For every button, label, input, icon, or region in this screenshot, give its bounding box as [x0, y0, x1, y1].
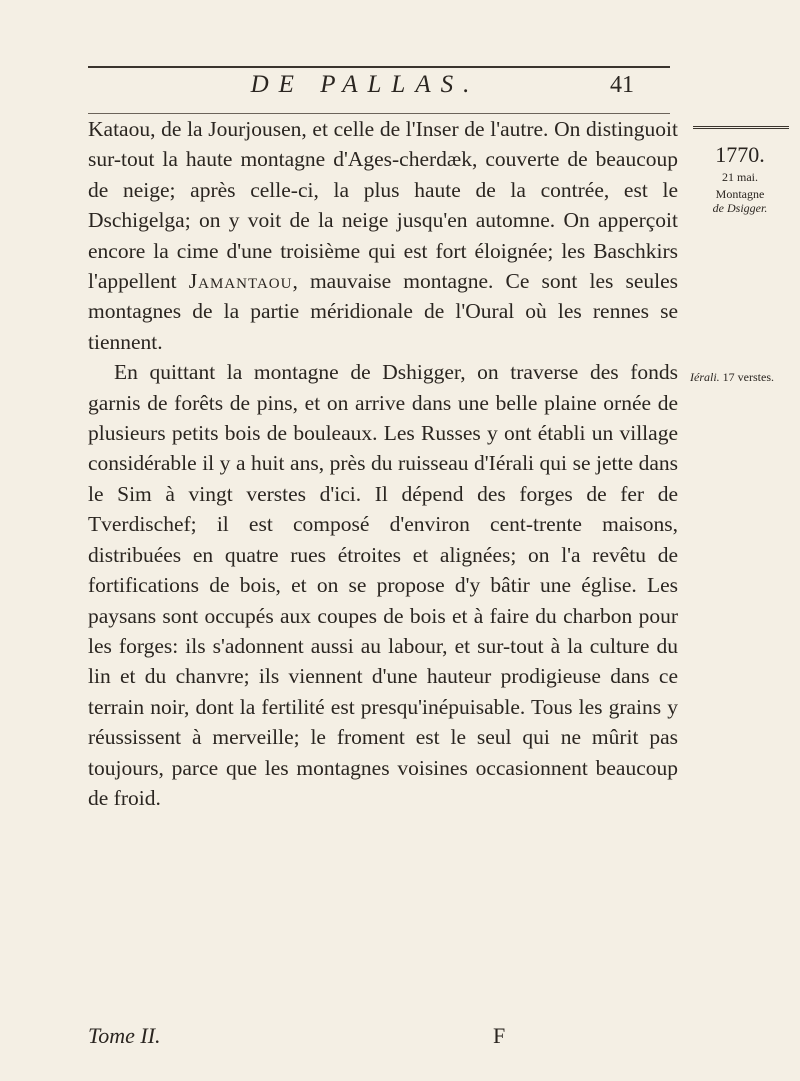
main-text [88, 114, 678, 813]
margin-note-place: Iérali. [690, 370, 720, 384]
paragraph-1-text: Kataou, de la Jourjousen, et celle de l'Inser de l'autre. On distinguoit sur-tout la haute montagne d'Ages-cherdæk, couverte de beaucoup de neige; après celle-ci, la plus haute de la contrée, est le Dschigelga; on y voit de la neige jusqu'en automne. On apperçoit encore la cime d'une troisième qui est fort éloignée; les Baschkirs l'appellent [88, 117, 678, 294]
margin-note-distance: 17 verstes. [722, 370, 774, 384]
mountain-name: Jamantaou [188, 269, 293, 294]
paragraph-2: En quittant la montagne de Dshigger, on traverse des fonds garnis de forêts de pins, et on arrive dans une belle plaine ornée de plusieurs petits bois de bouleaux. Les Russes y ont établi un village considérable il y a huit ans, près du ruisseau d'Iérali qui se jette dans le Sim à vingt verstes d'ici. Il dépend des forges de fer de Tverdischef; il est composé d'environ cent-trente maisons, distribuées en quatre rues étroites et alignées; on l'a revêtu de fortifications de bois, et on se propose d'y bâtir une église. Les paysans sont occupés aux coupes de bois et à faire du charbon pour les forges: ils s'adonnent aussi au labour, et sur-tout à la culture du lin et du chanvre; ils viennent d'une hauteur prodigieuse dans ce terrain noir, dont la fertilité est presqu'inépuisable. Tous les grains y réussissent à merveille; le froment est le seul qui ne mûrit pas toujours, parce que les montagnes voisines occasionnent beaucoup de froid. [88, 360, 678, 810]
margin-date: 21 mai. [722, 170, 758, 184]
tome-label: Tome II. [88, 1023, 161, 1048]
margin-note-mountain [700, 187, 780, 215]
margin-note-mountain-line1: Montagne [715, 187, 765, 201]
margin-note-ierali [690, 370, 800, 385]
margin-note-mountain-line2: de Dsigger. [712, 201, 768, 215]
signature-mark: F [493, 1023, 506, 1048]
margin-year: 1770. [715, 142, 765, 167]
margin-rule [693, 126, 789, 129]
paragraph-1 [88, 114, 678, 357]
page-footer [88, 1022, 678, 1050]
page-number: 41 [610, 72, 634, 98]
running-title: DE PALLAS. [250, 71, 480, 98]
paragraph-1-text-end: , mauvaise montagne. Ce sont les seules montagnes de la partie méridionale de l'Oural où les rennes se tiennent. [88, 269, 679, 354]
